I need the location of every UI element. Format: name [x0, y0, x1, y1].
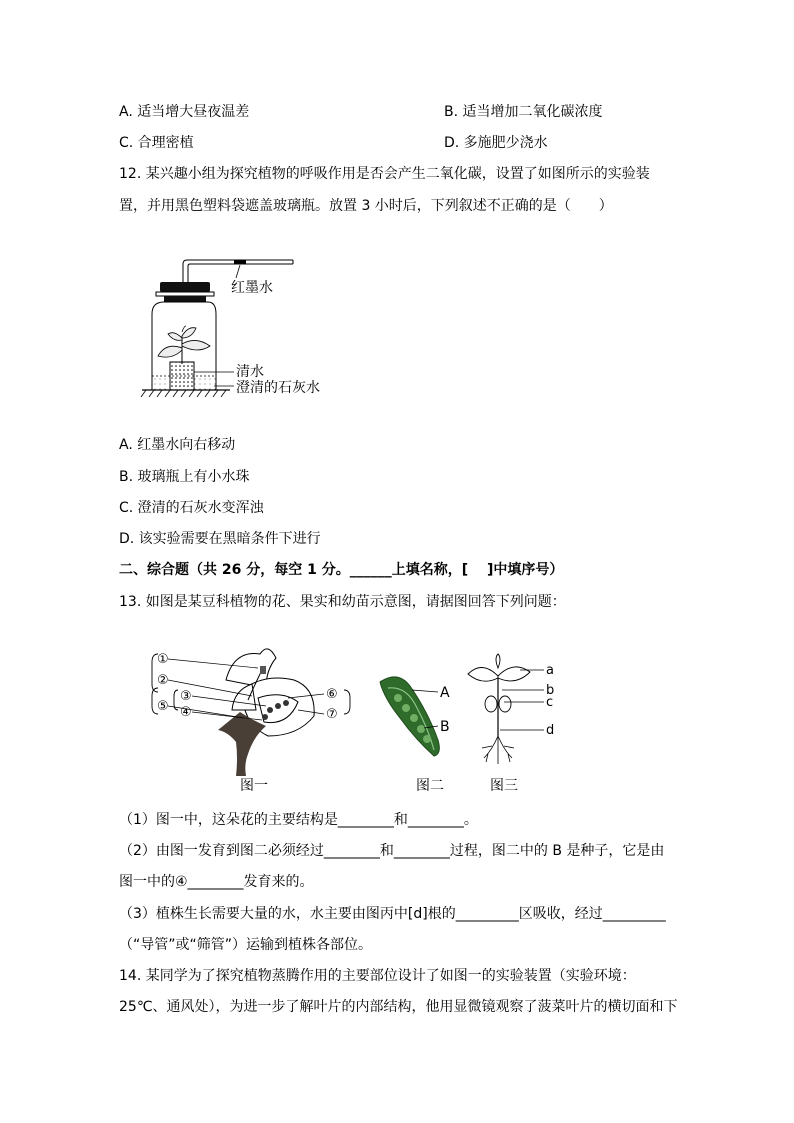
q11-option-a: A. 适当增大昼夜温差 — [119, 104, 250, 120]
q14-stem-line1: 14. 某同学为了探究植物蒸腾作用的主要部位设计了如图一的实验装置（实验环境： — [119, 968, 636, 984]
q11-option-b: B. 适当增加二氧化碳浓度 — [444, 104, 603, 120]
q13-stem: 13. 如图是某豆科植物的花、果实和幼苗示意图，请据图回答下列问题： — [119, 594, 566, 610]
fig3-caption: 图三 — [490, 778, 518, 794]
q13-figures — [148, 640, 568, 800]
fig1-label-5: ⑤ — [157, 699, 169, 714]
bottle-stopper — [160, 282, 210, 292]
fig1-label-6: ⑥ — [326, 687, 338, 702]
q11-option-c: C. 合理密植 — [119, 135, 194, 151]
fig2-caption: 图二 — [416, 778, 444, 794]
label-limewater: 澄清的石灰水 — [236, 380, 320, 396]
section2-header: 二、综合题（共 26 分，每空 1 分。______上填名称，[ ]中填序号） — [119, 562, 564, 578]
fig1-label-3: ③ — [180, 689, 192, 704]
q12-stem-line2: 置，并用黑色塑料袋遮盖玻璃瓶。放置 3 小时后，下列叙述不正确的是（ ） — [119, 198, 613, 214]
q12-option-b: B. 玻璃瓶上有小水珠 — [119, 469, 250, 485]
fig3-label-a: a — [546, 663, 554, 678]
fig3-label-b: b — [546, 683, 555, 698]
q13-sub2-line1: （2）由图一发育到图二必须经过________和________过程，图二中的 B 是种子，它是由 — [119, 843, 665, 859]
q13-sub2-line2: 图一中的④________发育来的。 — [119, 874, 314, 890]
fig1-label-7: ⑦ — [326, 707, 338, 722]
q11-option-d: D. 多施肥少浇水 — [444, 135, 548, 151]
label-red-ink: 红墨水 — [231, 280, 273, 296]
fig2-label-A: A — [440, 685, 450, 701]
q12-option-a: A. 红墨水向右移动 — [119, 437, 236, 453]
q13-sub3-line2: （“导管”或“筛管”）运输到植株各部位。 — [119, 937, 373, 953]
fig3-label-c: c — [546, 695, 554, 710]
fig3-label-d: d — [546, 723, 555, 738]
fig2-pea-pod — [380, 677, 450, 794]
q13-sub3-line1: （3）植株生长需要大量的水，水主要由图丙中[d]根的_________区吸收，经过_________ — [119, 906, 666, 922]
fig1-label-1: ① — [157, 652, 169, 667]
q12-option-d: D. 该实验需要在黑暗条件下进行 — [119, 531, 321, 547]
q14-stem-line2: 25℃、通风处），为进一步了解叶片的内部结构，他用显微镜观察了菠菜叶片的横切面和下 — [119, 999, 678, 1015]
q12-apparatus-figure — [138, 252, 348, 402]
q12-option-c: C. 澄清的石灰水变浑浊 — [119, 500, 264, 516]
fig3-seedling — [468, 654, 554, 794]
fig1-label-4: ④ — [180, 705, 192, 720]
q13-sub1: （1）图一中，这朵花的主要结构是________和________。 — [119, 812, 478, 828]
red-ink-drop — [234, 260, 246, 264]
fig1-label-2: ② — [157, 673, 169, 688]
fig2-label-B: B — [440, 719, 450, 735]
fig1-caption: 图一 — [240, 778, 268, 794]
q12-stem-line1: 12. 某兴趣小组为探究植物的呼吸作用是否会产生二氧化碳，设置了如图所示的实验装 — [119, 166, 650, 182]
label-water: 清水 — [236, 364, 264, 380]
fig1-flower — [152, 649, 350, 794]
